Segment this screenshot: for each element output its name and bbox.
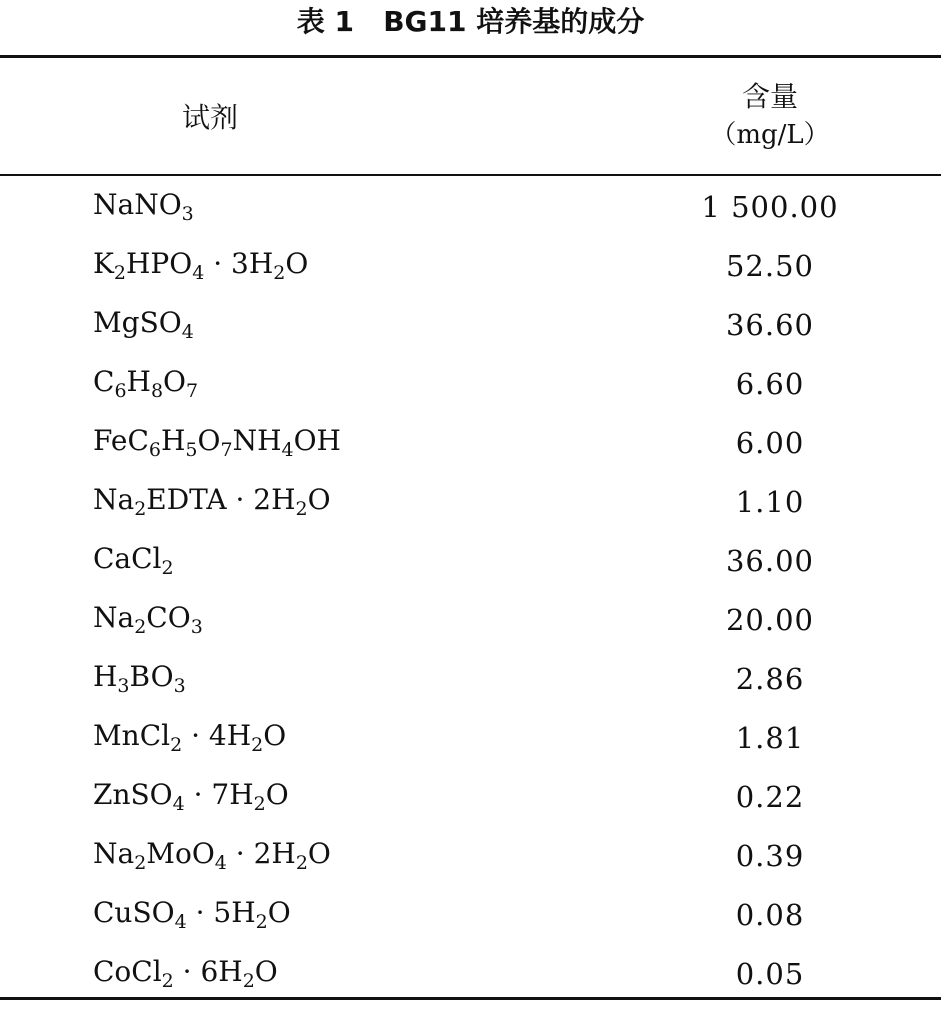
reagent-subscript: 2 (255, 911, 268, 933)
reagent-subscript: 2 (161, 557, 174, 579)
reagent-subscript: 8 (150, 380, 164, 402)
amount-cell: 36.00 (725, 544, 815, 578)
reagent-text: O (163, 365, 187, 398)
reagent-subscript: 2 (295, 852, 308, 874)
reagent-text: NH (232, 424, 282, 457)
table-row (0, 412, 941, 471)
reagent-text: K (93, 247, 114, 280)
amount-cell: 1.10 (735, 485, 805, 519)
table-row (0, 176, 941, 235)
table-row (0, 530, 941, 589)
table-row (0, 353, 941, 412)
reagent-text: H (126, 365, 151, 398)
reagent-text: OH (293, 424, 341, 457)
reagent-subscript: 3 (117, 675, 130, 697)
amount-cell: 52.50 (725, 249, 815, 283)
reagent-subscript: 4 (192, 262, 205, 284)
reagent-subscript: 2 (161, 970, 174, 992)
amount-cell: 6.60 (735, 367, 805, 401)
reagent-text: O (307, 483, 331, 516)
amount-cell: 0.08 (735, 898, 805, 932)
top-rule (0, 55, 941, 58)
reagent-text: ZnSO (93, 778, 173, 811)
reagent-text: O (265, 778, 289, 811)
reagent-subscript: 4 (214, 852, 227, 874)
reagent-text: · 2H (226, 837, 296, 870)
reagent-text: FeC (93, 424, 149, 457)
reagent-subscript: 2 (134, 852, 147, 874)
reagent-text: O (197, 424, 221, 457)
reagent-text: Na (93, 483, 135, 516)
header-amount (670, 78, 870, 154)
table-row (0, 766, 941, 825)
header-amount-label: 含量 (741, 80, 798, 113)
amount-cell: 20.00 (725, 603, 815, 637)
reagent-text: MnCl (93, 719, 171, 752)
reagent-subscript: 2 (134, 498, 147, 520)
table-row (0, 884, 941, 943)
reagent-subscript: 6 (148, 439, 161, 461)
reagent-text: O (307, 837, 331, 870)
reagent-subscript: 2 (134, 616, 147, 638)
reagent-subscript: 2 (170, 734, 183, 756)
table-row (0, 943, 941, 1002)
reagent-subscript: 2 (253, 793, 266, 815)
reagent-subscript: 3 (190, 616, 203, 638)
reagent-text: Na (93, 837, 135, 870)
reagent-cell (93, 241, 308, 287)
reagent-subscript: 7 (186, 380, 199, 402)
header-amount-unit: （mg/L） (710, 120, 830, 150)
reagent-cell (93, 831, 331, 877)
reagent-text: CaCl (93, 542, 162, 575)
reagent-cell (93, 890, 291, 936)
reagent-text: O (254, 955, 278, 988)
reagent-cell (93, 654, 186, 700)
reagent-subscript: 7 (220, 439, 233, 461)
reagent-subscript: 3 (181, 203, 194, 225)
reagent-cell (93, 713, 286, 759)
reagent-text: BO (129, 660, 174, 693)
reagent-subscript: 4 (181, 321, 194, 343)
table-body (0, 176, 941, 1002)
amount-cell: 0.05 (735, 957, 805, 991)
table-row (0, 648, 941, 707)
reagent-subscript: 3 (173, 675, 186, 697)
amount-cell: 0.22 (735, 780, 805, 814)
reagent-text: HPO (126, 247, 193, 280)
reagent-text: · 6H (173, 955, 243, 988)
amount-cell: 1 500.00 (701, 190, 839, 224)
reagent-text: MgSO (93, 306, 182, 339)
reagent-text: H (93, 660, 118, 693)
reagent-cell (93, 536, 174, 582)
reagent-subscript: 2 (251, 734, 264, 756)
reagent-text: · 4H (182, 719, 252, 752)
amount-cell: 6.00 (735, 426, 805, 460)
reagent-text: NaNO (93, 188, 182, 221)
reagent-cell (93, 418, 341, 464)
table-row (0, 825, 941, 884)
table-row (0, 707, 941, 766)
amount-cell: 2.86 (735, 662, 805, 696)
reagent-text: C (93, 365, 115, 398)
reagent-subscript: 4 (174, 911, 187, 933)
reagent-text: Na (93, 601, 135, 634)
table-row (0, 294, 941, 353)
reagent-cell (93, 477, 331, 523)
table-row (0, 471, 941, 530)
reagent-text: · 3H (204, 247, 274, 280)
reagent-text: O (285, 247, 309, 280)
reagent-subscript: 2 (273, 262, 286, 284)
amount-cell: 36.60 (725, 308, 815, 342)
reagent-text: · 7H (184, 778, 254, 811)
reagent-cell (93, 949, 278, 995)
reagent-text: · 5H (186, 896, 256, 929)
table-caption: 表 1 BG11 培养基的成分 (296, 5, 645, 38)
reagent-text: O (263, 719, 287, 752)
header-reagent: 试剂 (181, 101, 238, 134)
reagent-text: CuSO (93, 896, 175, 929)
reagent-subscript: 2 (295, 498, 308, 520)
reagent-text: EDTA · 2H (146, 483, 296, 516)
reagent-cell (93, 300, 194, 346)
reagent-subscript: 2 (242, 970, 255, 992)
reagent-subscript: 6 (114, 380, 127, 402)
reagent-text: CO (146, 601, 191, 634)
reagent-text: H (160, 424, 186, 457)
bottom-rule (0, 997, 941, 1000)
reagent-subscript: 4 (172, 793, 185, 815)
amount-cell: 1.81 (735, 721, 805, 755)
reagent-subscript: 4 (281, 439, 294, 461)
table-row (0, 589, 941, 648)
amount-cell: 0.39 (735, 839, 805, 873)
reagent-cell (93, 772, 289, 818)
reagent-text: O (267, 896, 291, 929)
reagent-cell (93, 182, 194, 228)
reagent-subscript: 2 (113, 262, 127, 284)
table-row (0, 235, 941, 294)
reagent-text: MoO (146, 837, 215, 870)
reagent-text: CoCl (93, 955, 162, 988)
reagent-subscript: 5 (185, 439, 198, 461)
reagent-cell (93, 359, 198, 405)
reagent-cell (93, 595, 203, 641)
